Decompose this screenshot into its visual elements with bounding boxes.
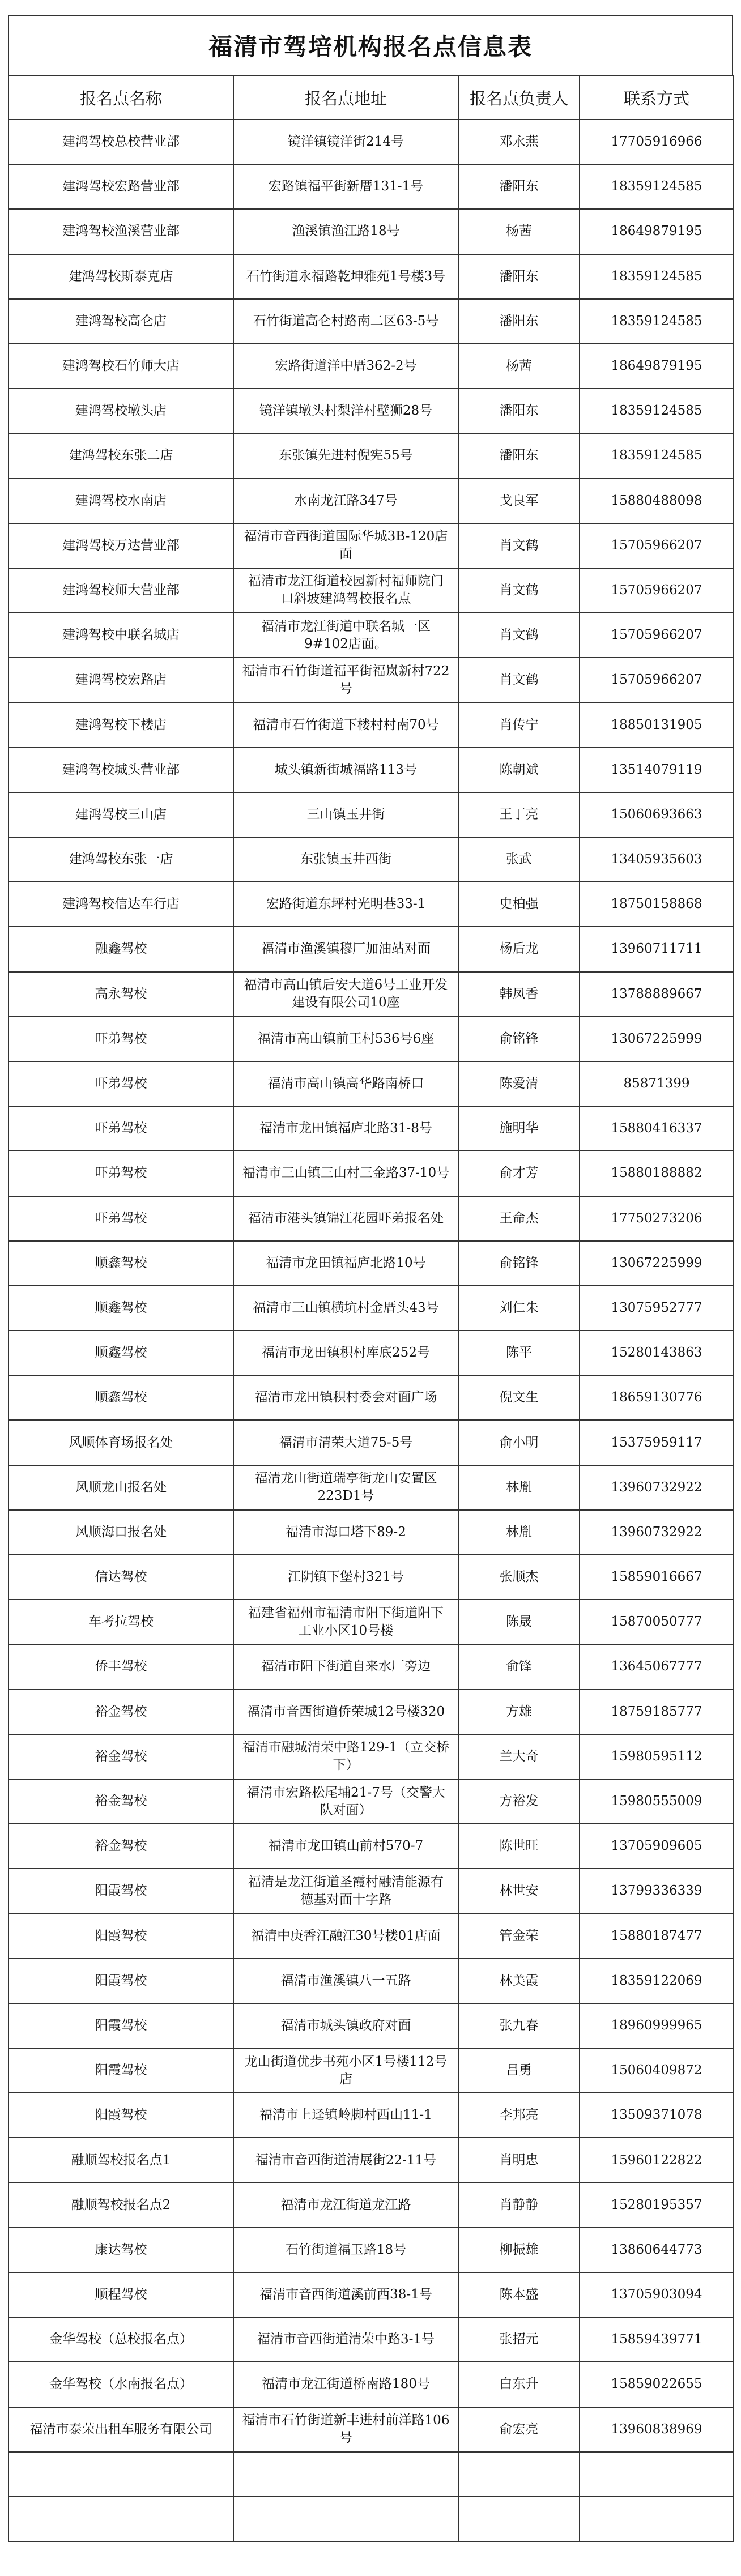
cell-name: 阳霞驾校 <box>8 1959 233 2003</box>
cell-phone: 13960838969 <box>580 2407 734 2452</box>
cell-address: 石竹街道永福路乾坤雅苑1号楼3号 <box>233 254 458 299</box>
cell-address: 福清龙山街道瑞亭街龙山安置区223D1号 <box>233 1465 458 1510</box>
cell-person: 俞小明 <box>458 1420 580 1465</box>
cell-name: 裕金驾校 <box>8 1779 233 1824</box>
cell-phone: 18359122069 <box>580 1959 734 2003</box>
cell-person: 陈平 <box>458 1330 580 1375</box>
table-row <box>8 1734 734 1779</box>
cell-address: 城头镇新街城福路113号 <box>233 748 458 792</box>
cell-person: 肖静静 <box>458 2183 580 2228</box>
cell-phone: 15880188882 <box>580 1151 734 1196</box>
cell-phone: 13860644773 <box>580 2228 734 2272</box>
header-name: 报名点名称 <box>8 75 233 120</box>
cell-person: 肖文鹤 <box>458 613 580 658</box>
table-row <box>8 2407 734 2452</box>
cell-address: 福清市音西街道清展街22-11号 <box>233 2138 458 2182</box>
cell-phone: 15280195357 <box>580 2183 734 2228</box>
cell-name: 信达驾校 <box>8 1555 233 1600</box>
cell-person: 戈良军 <box>458 479 580 523</box>
table-row <box>8 1869 734 1913</box>
table-row <box>8 164 734 209</box>
table-row <box>8 748 734 792</box>
cell-address: 福清市海口塔下89-2 <box>233 1510 458 1555</box>
cell-phone: 15375959117 <box>580 1420 734 1465</box>
cell-name: 裕金驾校 <box>8 1734 233 1779</box>
table-row <box>8 1330 734 1375</box>
cell-person: 陈爱清 <box>458 1061 580 1106</box>
cell-address: 福清市高山镇前王村536号6座 <box>233 1017 458 1061</box>
cell-name: 车考拉驾校 <box>8 1600 233 1644</box>
cell-address: 福清市龙江街道校园新村福师院门口斜坡建鸿驾校报名点 <box>233 568 458 613</box>
cell-phone: 15705966207 <box>580 613 734 658</box>
table-row <box>8 702 734 747</box>
cell-address: 福清市渔溪镇八一五路 <box>233 1959 458 2003</box>
table-row <box>8 344 734 389</box>
cell-person: 俞宏亮 <box>458 2407 580 2452</box>
cell-address: 福清市上迳镇岭脚村西山11-1 <box>233 2093 458 2138</box>
table-row <box>8 1779 734 1824</box>
cell-phone: 13075952777 <box>580 1286 734 1330</box>
cell-phone: 13960732922 <box>580 1510 734 1555</box>
cell-phone: 13799336339 <box>580 1869 734 1913</box>
cell-address: 龙山街道优步书苑小区1号楼112号店 <box>233 2048 458 2093</box>
empty-cell <box>233 2452 458 2497</box>
cell-address: 镜洋镇墩头村梨洋村壁狮28号 <box>233 389 458 433</box>
cell-address: 水南龙江路347号 <box>233 479 458 523</box>
cell-name: 顺鑫驾校 <box>8 1330 233 1375</box>
cell-address: 福清市高山镇高华路南桥口 <box>233 1061 458 1106</box>
table-row <box>8 1510 734 1555</box>
table-row <box>8 2317 734 2362</box>
table-row <box>8 2183 734 2228</box>
cell-name: 吓弟驾校 <box>8 1106 233 1151</box>
cell-person: 韩凤香 <box>458 972 580 1017</box>
cell-address: 福清市渔溪镇穆厂加油站对面 <box>233 927 458 971</box>
cell-person: 张顺杰 <box>458 1555 580 1600</box>
cell-person: 李邦亮 <box>458 2093 580 2138</box>
cell-person: 史柏强 <box>458 882 580 927</box>
table-row <box>8 2003 734 2048</box>
cell-phone: 18359124585 <box>580 433 734 478</box>
empty-row <box>8 2452 734 2497</box>
cell-name: 建鸿驾校宏路营业部 <box>8 164 233 209</box>
cell-name: 裕金驾校 <box>8 1690 233 1734</box>
cell-address: 福清市城头镇政府对面 <box>233 2003 458 2048</box>
cell-address: 渔溪镇渔江路18号 <box>233 209 458 254</box>
cell-phone: 13705909605 <box>580 1824 734 1869</box>
cell-phone: 18359124585 <box>580 164 734 209</box>
header-phone: 联系方式 <box>580 75 734 120</box>
cell-phone: 15880187477 <box>580 1914 734 1959</box>
cell-name: 阳霞驾校 <box>8 1914 233 1959</box>
table-row <box>8 2093 734 2138</box>
cell-person: 俞锋 <box>458 1644 580 1689</box>
cell-person: 柳振雄 <box>458 2228 580 2272</box>
cell-address: 宏路街道东坪村光明巷33-1 <box>233 882 458 927</box>
registration-sheet <box>8 15 733 2542</box>
cell-phone: 17705916966 <box>580 120 734 164</box>
cell-person: 陈世旺 <box>458 1824 580 1869</box>
cell-name: 阳霞驾校 <box>8 2048 233 2093</box>
table-row <box>8 299 734 344</box>
cell-address: 福清市港头镇锦江花园吓弟报名处 <box>233 1196 458 1241</box>
cell-phone: 15980555009 <box>580 1779 734 1824</box>
empty-cell <box>580 2452 734 2497</box>
cell-phone: 13705903094 <box>580 2272 734 2317</box>
cell-person: 兰大奇 <box>458 1734 580 1779</box>
cell-address: 福清市融城清荣中路129-1（立交桥下） <box>233 1734 458 1779</box>
cell-address: 福清市石竹街道福平街福岚新村722号 <box>233 658 458 702</box>
cell-person: 潘阳东 <box>458 389 580 433</box>
table-row <box>8 479 734 523</box>
table-row <box>8 1600 734 1644</box>
table-row <box>8 792 734 837</box>
cell-name: 建鸿驾校渔溪营业部 <box>8 209 233 254</box>
table-row <box>8 1017 734 1061</box>
empty-cell <box>8 2452 233 2497</box>
cell-address: 福清市龙江街道桥南路180号 <box>233 2362 458 2407</box>
cell-address: 石竹街道高仑村路南二区63-5号 <box>233 299 458 344</box>
cell-person: 管金荣 <box>458 1914 580 1959</box>
cell-name: 金华驾校（水南报名点） <box>8 2362 233 2407</box>
cell-address: 福清市龙江街道中联名城一区9#102店面。 <box>233 613 458 658</box>
cell-name: 建鸿驾校斯泰克店 <box>8 254 233 299</box>
table-row <box>8 2362 734 2407</box>
cell-phone: 18359124585 <box>580 254 734 299</box>
cell-phone: 15880488098 <box>580 479 734 523</box>
cell-address: 福清市龙田镇积村库底252号 <box>233 1330 458 1375</box>
cell-person: 林美霞 <box>458 1959 580 2003</box>
cell-phone: 18850131905 <box>580 702 734 747</box>
cell-name: 建鸿驾校城头营业部 <box>8 748 233 792</box>
cell-name: 顺程驾校 <box>8 2272 233 2317</box>
table-row <box>8 1196 734 1241</box>
cell-person: 俞铭锋 <box>458 1017 580 1061</box>
cell-name: 顺鑫驾校 <box>8 1375 233 1420</box>
cell-phone: 17750273206 <box>580 1196 734 1241</box>
cell-phone: 15280143863 <box>580 1330 734 1375</box>
cell-person: 肖文鹤 <box>458 658 580 702</box>
cell-person: 陈本盛 <box>458 2272 580 2317</box>
cell-name: 吓弟驾校 <box>8 1151 233 1196</box>
cell-phone: 15880416337 <box>580 1106 734 1151</box>
cell-address: 福清市音西街道清荣中路3-1号 <box>233 2317 458 2362</box>
table-row <box>8 1151 734 1196</box>
table-row <box>8 433 734 478</box>
cell-person: 俞才芳 <box>458 1151 580 1196</box>
cell-address: 江阴镇下堡村321号 <box>233 1555 458 1600</box>
cell-phone: 15870050777 <box>580 1600 734 1644</box>
cell-name: 建鸿驾校万达营业部 <box>8 523 233 568</box>
cell-name: 高永驾校 <box>8 972 233 1017</box>
cell-person: 肖文鹤 <box>458 523 580 568</box>
cell-phone: 15980595112 <box>580 1734 734 1779</box>
cell-phone: 18649879195 <box>580 209 734 254</box>
cell-name: 建鸿驾校三山店 <box>8 792 233 837</box>
cell-name: 顺鑫驾校 <box>8 1241 233 1286</box>
cell-phone: 15705966207 <box>580 568 734 613</box>
cell-person: 张招元 <box>458 2317 580 2362</box>
cell-address: 石竹街道福玉路18号 <box>233 2228 458 2272</box>
cell-phone: 18659130776 <box>580 1375 734 1420</box>
cell-name: 金华驾校（总校报名点） <box>8 2317 233 2362</box>
cell-phone: 15705966207 <box>580 658 734 702</box>
cell-person: 杨茜 <box>458 344 580 389</box>
cell-name: 建鸿驾校总校营业部 <box>8 120 233 164</box>
cell-name: 风顺体育场报名处 <box>8 1420 233 1465</box>
cell-phone: 13405935603 <box>580 837 734 882</box>
cell-address: 宏路街道洋中厝362-2号 <box>233 344 458 389</box>
cell-phone: 13960711711 <box>580 927 734 971</box>
cell-person: 方雄 <box>458 1690 580 1734</box>
cell-address: 福清市阳下街道自来水厂旁边 <box>233 1644 458 1689</box>
table-row <box>8 1914 734 1959</box>
title-row <box>8 15 733 75</box>
table-row <box>8 2048 734 2093</box>
cell-person: 杨茜 <box>458 209 580 254</box>
cell-person: 陈晟 <box>458 1600 580 1644</box>
cell-phone: 18750158868 <box>580 882 734 927</box>
cell-name: 风顺海口报名处 <box>8 1510 233 1555</box>
table-row <box>8 120 734 164</box>
cell-address: 福清市石竹街道下楼村村南70号 <box>233 702 458 747</box>
cell-phone: 18960999965 <box>580 2003 734 2048</box>
cell-person: 肖明忠 <box>458 2138 580 2182</box>
cell-name: 建鸿驾校师大营业部 <box>8 568 233 613</box>
empty-cell <box>458 2452 580 2497</box>
cell-address: 福清中庚香江融江30号楼01店面 <box>233 1914 458 1959</box>
cell-name: 康达驾校 <box>8 2228 233 2272</box>
table-body <box>8 120 734 2541</box>
cell-address: 宏路镇福平街新厝131-1号 <box>233 164 458 209</box>
cell-phone: 13509371078 <box>580 2093 734 2138</box>
cell-name: 吓弟驾校 <box>8 1196 233 1241</box>
cell-person: 肖传宁 <box>458 702 580 747</box>
table-row <box>8 523 734 568</box>
cell-person: 王命杰 <box>458 1196 580 1241</box>
cell-person: 俞铭锋 <box>458 1241 580 1286</box>
cell-phone: 15859439771 <box>580 2317 734 2362</box>
table-row <box>8 972 734 1017</box>
table-row <box>8 254 734 299</box>
cell-name: 建鸿驾校宏路店 <box>8 658 233 702</box>
cell-person: 邓永燕 <box>458 120 580 164</box>
cell-name: 建鸿驾校高仑店 <box>8 299 233 344</box>
table-row <box>8 568 734 613</box>
cell-person: 吕勇 <box>458 2048 580 2093</box>
cell-phone: 13067225999 <box>580 1241 734 1286</box>
cell-address: 福清市音西街道溪前西38-1号 <box>233 2272 458 2317</box>
cell-address: 福清市三山镇三山村三金路37-10号 <box>233 1151 458 1196</box>
cell-person: 王丁亮 <box>458 792 580 837</box>
cell-address: 福清市龙田镇山前村570-7 <box>233 1824 458 1869</box>
empty-cell <box>580 2497 734 2541</box>
cell-person: 倪文生 <box>458 1375 580 1420</box>
cell-phone: 13514079119 <box>580 748 734 792</box>
cell-person: 潘阳东 <box>458 164 580 209</box>
cell-name: 建鸿驾校信达车行店 <box>8 882 233 927</box>
table-row <box>8 658 734 702</box>
table-row <box>8 2228 734 2272</box>
table-row <box>8 1959 734 2003</box>
cell-person: 肖文鹤 <box>458 568 580 613</box>
cell-phone: 18649879195 <box>580 344 734 389</box>
empty-row <box>8 2497 734 2541</box>
table-row <box>8 1420 734 1465</box>
header-address: 报名点地址 <box>233 75 458 120</box>
cell-phone: 15705966207 <box>580 523 734 568</box>
cell-phone: 15859016667 <box>580 1555 734 1600</box>
cell-name: 吓弟驾校 <box>8 1061 233 1106</box>
cell-name: 阳霞驾校 <box>8 2003 233 2048</box>
table-row <box>8 613 734 658</box>
cell-person: 张九春 <box>458 2003 580 2048</box>
cell-person: 陈朝斌 <box>458 748 580 792</box>
cell-name: 吓弟驾校 <box>8 1017 233 1061</box>
cell-address: 福清市龙江街道龙江路 <box>233 2183 458 2228</box>
table-row <box>8 927 734 971</box>
cell-phone: 13788889667 <box>580 972 734 1017</box>
cell-person: 方裕发 <box>458 1779 580 1824</box>
cell-address: 三山镇玉井街 <box>233 792 458 837</box>
empty-cell <box>458 2497 580 2541</box>
cell-address: 福清市宏路松尾埔21-7号（交警大队对面） <box>233 1779 458 1824</box>
cell-name: 建鸿驾校东张一店 <box>8 837 233 882</box>
cell-phone: 15060693663 <box>580 792 734 837</box>
cell-address: 福清市龙田镇福庐北路31-8号 <box>233 1106 458 1151</box>
cell-name: 阳霞驾校 <box>8 1869 233 1913</box>
cell-name: 建鸿驾校下楼店 <box>8 702 233 747</box>
table-row <box>8 882 734 927</box>
cell-name: 风顺龙山报名处 <box>8 1465 233 1510</box>
cell-phone: 18759185777 <box>580 1690 734 1734</box>
cell-address: 福清市石竹街道新丰进村前洋路106号 <box>233 2407 458 2452</box>
cell-name: 阳霞驾校 <box>8 2093 233 2138</box>
cell-address: 福清市三山镇横坑村金厝头43号 <box>233 1286 458 1330</box>
header-person: 报名点负责人 <box>458 75 580 120</box>
cell-person: 潘阳东 <box>458 433 580 478</box>
table-row <box>8 837 734 882</box>
table-row <box>8 1106 734 1151</box>
table-row <box>8 1824 734 1869</box>
cell-person: 张武 <box>458 837 580 882</box>
page-title: 福清市驾培机构报名点信息表 <box>208 33 533 61</box>
cell-phone: 13067225999 <box>580 1017 734 1061</box>
table-row <box>8 1644 734 1689</box>
table-row <box>8 1061 734 1106</box>
table-row <box>8 1465 734 1510</box>
table-row <box>8 1555 734 1600</box>
cell-phone: 18359124585 <box>580 389 734 433</box>
cell-phone: 15060409872 <box>580 2048 734 2093</box>
cell-person: 刘仁朱 <box>458 1286 580 1330</box>
cell-name: 建鸿驾校东张二店 <box>8 433 233 478</box>
cell-address: 福清市龙田镇福庐北路10号 <box>233 1241 458 1286</box>
cell-person: 林胤 <box>458 1510 580 1555</box>
cell-person: 白东升 <box>458 2362 580 2407</box>
table-row <box>8 1241 734 1286</box>
cell-name: 裕金驾校 <box>8 1824 233 1869</box>
cell-name: 建鸿驾校水南店 <box>8 479 233 523</box>
cell-phone: 15960122822 <box>580 2138 734 2182</box>
cell-name: 建鸿驾校石竹师大店 <box>8 344 233 389</box>
cell-address: 福建省福州市福清市阳下街道阳下工业小区10号楼 <box>233 1600 458 1644</box>
table-row <box>8 2272 734 2317</box>
empty-cell <box>8 2497 233 2541</box>
empty-cell <box>233 2497 458 2541</box>
registration-table <box>8 75 734 2542</box>
header-row <box>8 75 734 120</box>
cell-name: 融顺驾校报名点1 <box>8 2138 233 2182</box>
cell-address: 福清市音西街道侨荣城12号楼320 <box>233 1690 458 1734</box>
table-row <box>8 1286 734 1330</box>
table-row <box>8 389 734 433</box>
cell-name: 建鸿驾校中联名城店 <box>8 613 233 658</box>
table-row <box>8 2138 734 2182</box>
cell-address: 福清市高山镇后安大道6号工业开发建设有限公司10座 <box>233 972 458 1017</box>
cell-name: 建鸿驾校墩头店 <box>8 389 233 433</box>
cell-person: 潘阳东 <box>458 254 580 299</box>
cell-address: 福清是龙江街道圣霞村融清能源有德基对面十字路 <box>233 1869 458 1913</box>
cell-name: 顺鑫驾校 <box>8 1286 233 1330</box>
cell-name: 福清市泰荣出租车服务有限公司 <box>8 2407 233 2452</box>
table-row <box>8 209 734 254</box>
cell-name: 融顺驾校报名点2 <box>8 2183 233 2228</box>
cell-phone: 13960732922 <box>580 1465 734 1510</box>
cell-address: 东张镇先进村倪宪55号 <box>233 433 458 478</box>
cell-phone: 18359124585 <box>580 299 734 344</box>
cell-person: 潘阳东 <box>458 299 580 344</box>
cell-address: 福清市音西街道国际华城3B-120店面 <box>233 523 458 568</box>
cell-name: 侨丰驾校 <box>8 1644 233 1689</box>
table-row <box>8 1375 734 1420</box>
cell-phone: 13645067777 <box>580 1644 734 1689</box>
cell-person: 林世安 <box>458 1869 580 1913</box>
table-row <box>8 1690 734 1734</box>
cell-address: 镜洋镇镜洋街214号 <box>233 120 458 164</box>
cell-person: 林胤 <box>458 1465 580 1510</box>
cell-name: 融鑫驾校 <box>8 927 233 971</box>
cell-address: 福清市龙田镇积村委会对面广场 <box>233 1375 458 1420</box>
cell-address: 福清市清荣大道75-5号 <box>233 1420 458 1465</box>
cell-person: 杨后龙 <box>458 927 580 971</box>
cell-phone: 85871399 <box>580 1061 734 1106</box>
cell-person: 施明华 <box>458 1106 580 1151</box>
cell-address: 东张镇玉井西街 <box>233 837 458 882</box>
cell-phone: 15859022655 <box>580 2362 734 2407</box>
